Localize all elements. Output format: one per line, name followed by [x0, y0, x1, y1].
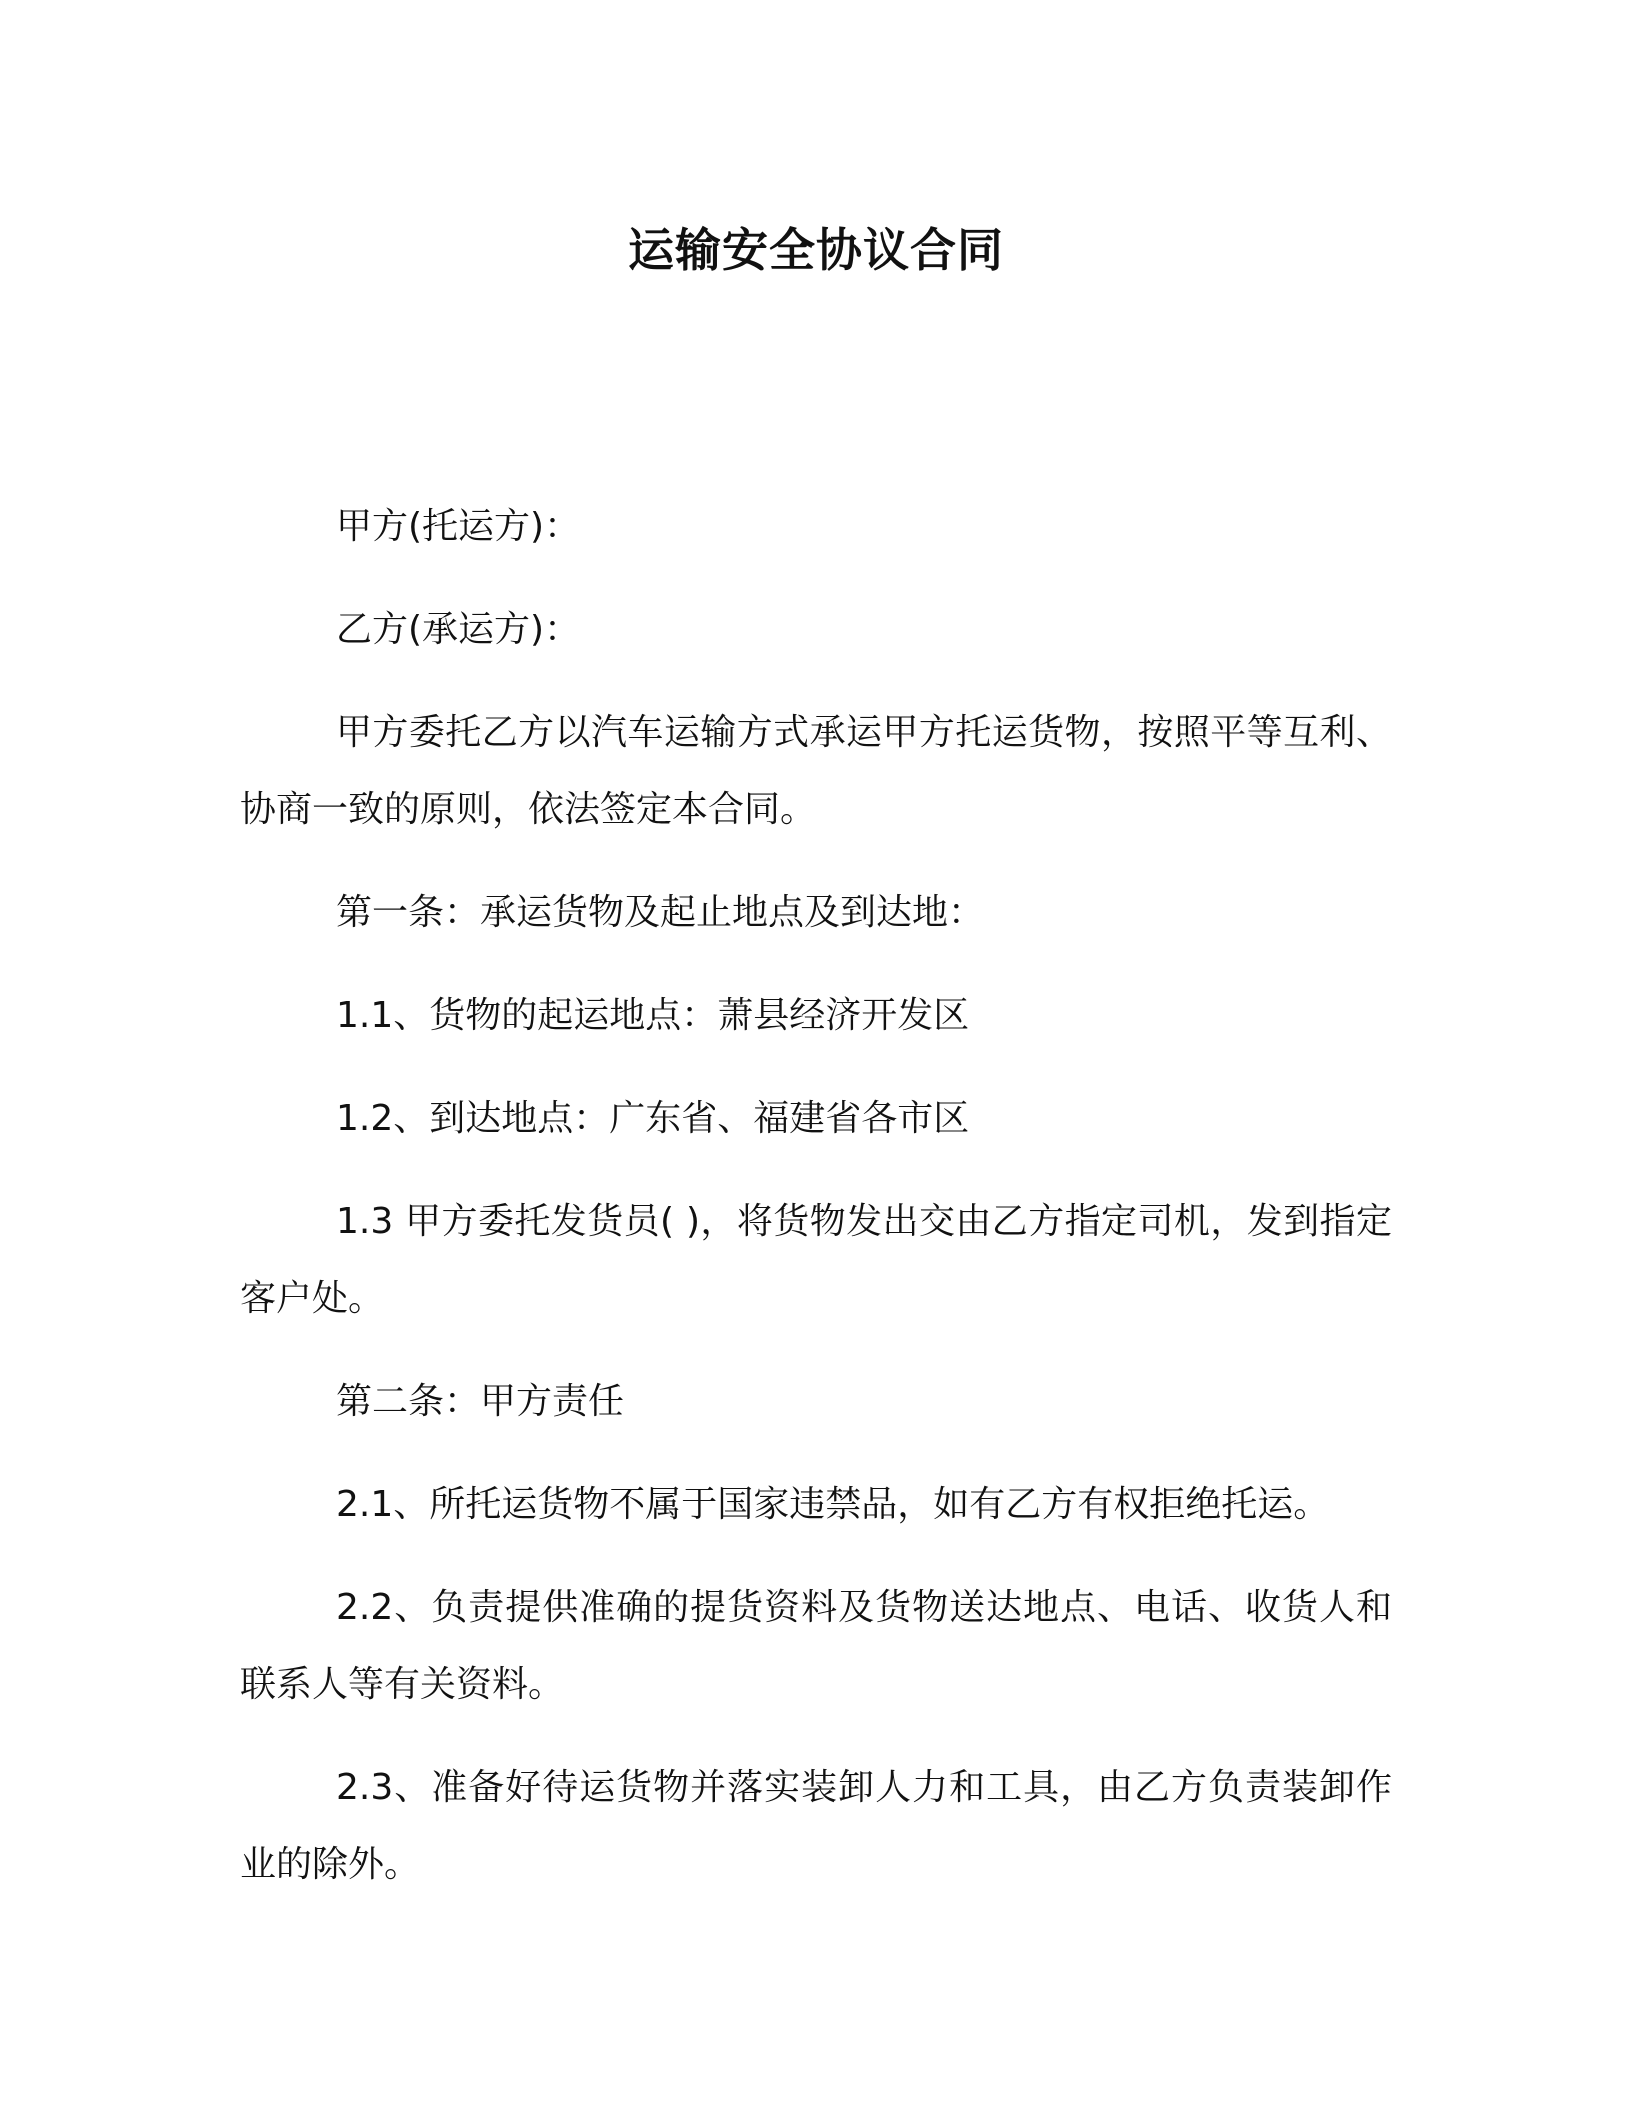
party-b-line: 乙方(承运方)： — [336, 609, 581, 650]
clause-1-1: 1.1、货物的起运地点：萧县经济开发区 — [336, 995, 970, 1036]
clause-1-3: 1.3 甲方委托发货员( )，将货物发出交由乙方指定司机，发到指定客户处。 — [240, 1201, 1392, 1319]
preamble-paragraph: 甲方委托乙方以汽车运输方式承运甲方托运货物，按照平等互利、协商一致的原则，依法签定本合同。 — [240, 712, 1392, 830]
clause-1-2: 1.2、到达地点：广东省、福建省各市区 — [336, 1098, 970, 1139]
clause-2-2: 2.2、负责提供准确的提货资料及货物送达地点、电话、收货人和联系人等有关资料。 — [240, 1587, 1392, 1705]
document-title: 运输安全协议合同 — [628, 223, 1004, 277]
article-1-heading: 第一条：承运货物及起止地点及到达地： — [336, 892, 985, 933]
clause-2-3: 2.3、准备好待运货物并落实装卸人力和工具，由乙方负责装卸作业的除外。 — [240, 1767, 1392, 1885]
party-a-line: 甲方(托运方)： — [336, 506, 581, 547]
clause-2-1: 2.1、所托运货物不属于国家违禁品，如有乙方有权拒绝托运。 — [336, 1484, 1330, 1525]
document-body — [240, 488, 1392, 1929]
article-2-heading: 第二条：甲方责任 — [336, 1381, 625, 1422]
